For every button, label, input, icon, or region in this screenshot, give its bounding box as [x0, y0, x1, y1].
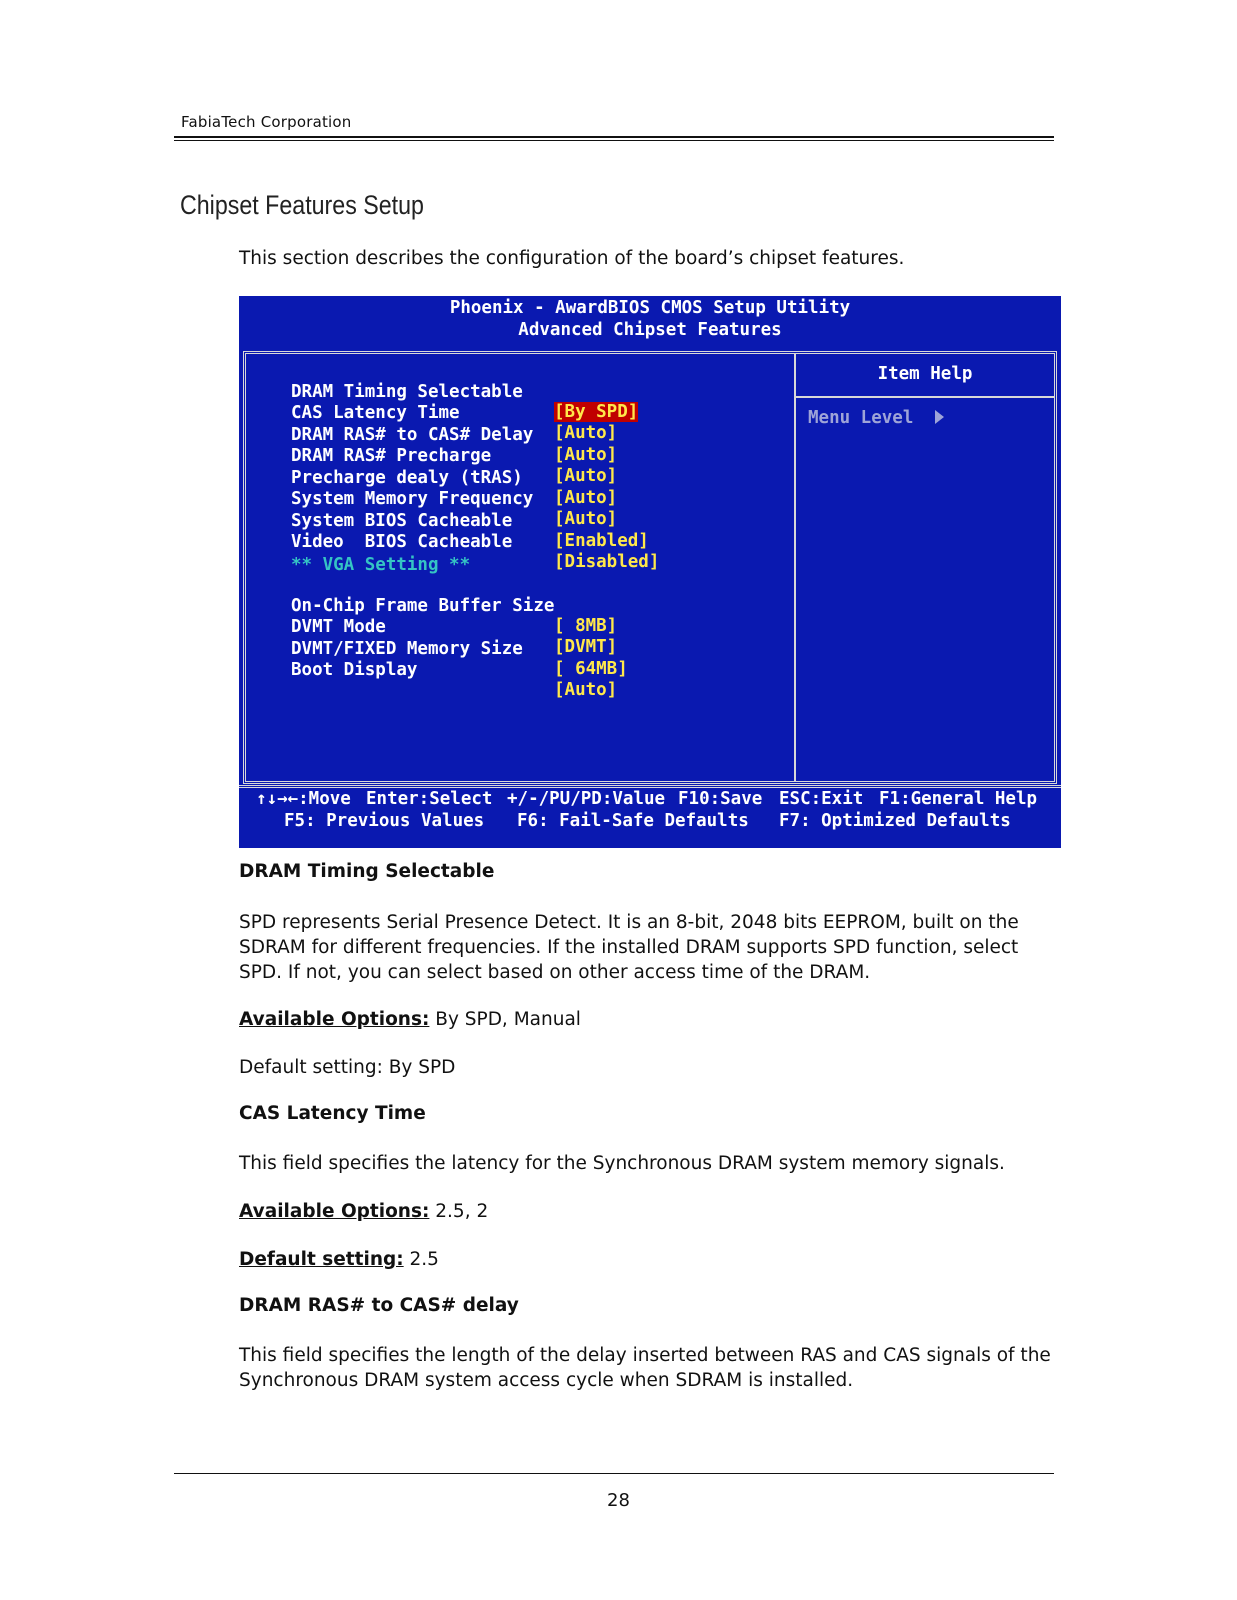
bios-row-label: On-Chip Frame Buffer Size	[291, 596, 555, 616]
section-title: Chipset Features Setup	[180, 190, 424, 220]
bios-keys-rule	[239, 785, 1061, 788]
bios-row-label: Boot Display	[291, 660, 418, 680]
bios-row-label: DVMT/FIXED Memory Size	[291, 639, 523, 659]
bios-row-value[interactable]: [Auto]	[554, 445, 618, 465]
bios-row-value[interactable]: [Auto]	[554, 466, 618, 486]
bios-menu-level-label: Menu Level	[808, 408, 914, 428]
body-ras-to-cas: This field specifies the length of the delay inserted between RAS and CAS signals of the Synchronous DRAM system access cycle when SDRAM is installed.	[239, 1345, 1051, 1391]
bios-vga-heading: ** VGA Setting **	[291, 555, 471, 575]
default-value: 2.5	[403, 1249, 439, 1270]
key-move: ↑↓→←:Move	[256, 789, 351, 809]
bios-row-label: CAS Latency Time	[291, 403, 460, 423]
bios-help-rule	[796, 396, 1054, 398]
key-value: +/-/PU/PD:Value	[507, 789, 666, 809]
heading-dram-timing: DRAM Timing Selectable	[239, 861, 495, 882]
bios-settings-panel	[243, 351, 1057, 784]
options-values: By SPD, Manual	[429, 1009, 581, 1030]
bios-row-label: System BIOS Cacheable	[291, 511, 513, 531]
default-dram-timing: Default setting: By SPD	[239, 1057, 456, 1078]
bios-subtitle: Advanced Chipset Features	[518, 320, 782, 340]
options-values: 2.5, 2	[429, 1201, 489, 1222]
bios-row-value[interactable]: [Disabled]	[554, 552, 660, 572]
footer-rule	[174, 1473, 1054, 1474]
bios-row-value[interactable]: [Auto]	[554, 509, 618, 529]
bios-row-value[interactable]: [DVMT]	[554, 637, 618, 657]
company-header: FabiaTech Corporation	[181, 113, 352, 131]
default-label: Default setting:	[239, 1249, 404, 1270]
heading-ras-to-cas: DRAM RAS# to CAS# delay	[239, 1295, 519, 1316]
key-exit: ESC:Exit	[779, 789, 864, 809]
bios-item-help-title: Item Help	[877, 364, 973, 384]
bios-row-label: DRAM RAS# Precharge	[291, 446, 492, 466]
header-rule	[174, 136, 1054, 138]
bios-row-value[interactable]: [ 64MB]	[554, 659, 628, 679]
bios-row-label: Video BIOS Cacheable	[291, 532, 513, 552]
key-save: F10:Save	[678, 789, 763, 809]
key-general-help: F1:General Help	[879, 789, 1038, 809]
heading-cas-latency: CAS Latency Time	[239, 1103, 426, 1124]
bios-screenshot	[239, 296, 1061, 848]
options-label: Available Options:	[239, 1201, 430, 1222]
default-cas-latency	[239, 1247, 1059, 1272]
section-intro: This section describes the configuration of the board’s chipset features.	[239, 248, 905, 269]
key-fail-safe: F6: Fail-Safe Defaults	[517, 811, 749, 831]
header-rule-thin	[174, 140, 1054, 141]
bios-menu-level	[808, 408, 944, 428]
bios-row-value[interactable]: [Auto]	[554, 423, 618, 443]
body-dram-timing: SPD represents Serial Presence Detect. It is an 8-bit, 2048 bits EEPROM, built on the SDRAM for different frequencies. If the installed DRAM supports SPD function, select SPD. If not, you can select based on other access time of the DRAM.	[239, 912, 1019, 983]
bios-title: Phoenix - AwardBIOS CMOS Setup Utility	[449, 298, 851, 318]
options-dram-timing	[239, 1007, 1059, 1032]
bios-row-value[interactable]: [Auto]	[554, 680, 618, 700]
options-label: Available Options:	[239, 1009, 430, 1030]
bios-row-label: DRAM Timing Selectable	[291, 382, 523, 402]
bios-row-value[interactable]: [Auto]	[554, 488, 618, 508]
options-cas-latency	[239, 1199, 1059, 1224]
page-number: 28	[607, 1490, 630, 1511]
triangle-right-icon	[935, 410, 944, 424]
bios-row-label: System Memory Frequency	[291, 489, 534, 509]
bios-row-label: Precharge dealy (tRAS)	[291, 468, 523, 488]
bios-row-value-selected[interactable]: [By SPD]	[554, 402, 639, 422]
bios-row-value[interactable]: [ 8MB]	[554, 616, 618, 636]
body-cas-latency: This field specifies the latency for the Synchronous DRAM system memory signals.	[239, 1153, 1005, 1174]
bios-row-value[interactable]: [Enabled]	[554, 531, 649, 551]
bios-row-label: DRAM RAS# to CAS# Delay	[291, 425, 534, 445]
key-previous-values: F5: Previous Values	[284, 811, 485, 831]
key-enter: Enter:Select	[366, 789, 493, 809]
bios-panel-divider	[794, 354, 796, 781]
key-optimized: F7: Optimized Defaults	[779, 811, 1011, 831]
bios-row-label: DVMT Mode	[291, 617, 386, 637]
